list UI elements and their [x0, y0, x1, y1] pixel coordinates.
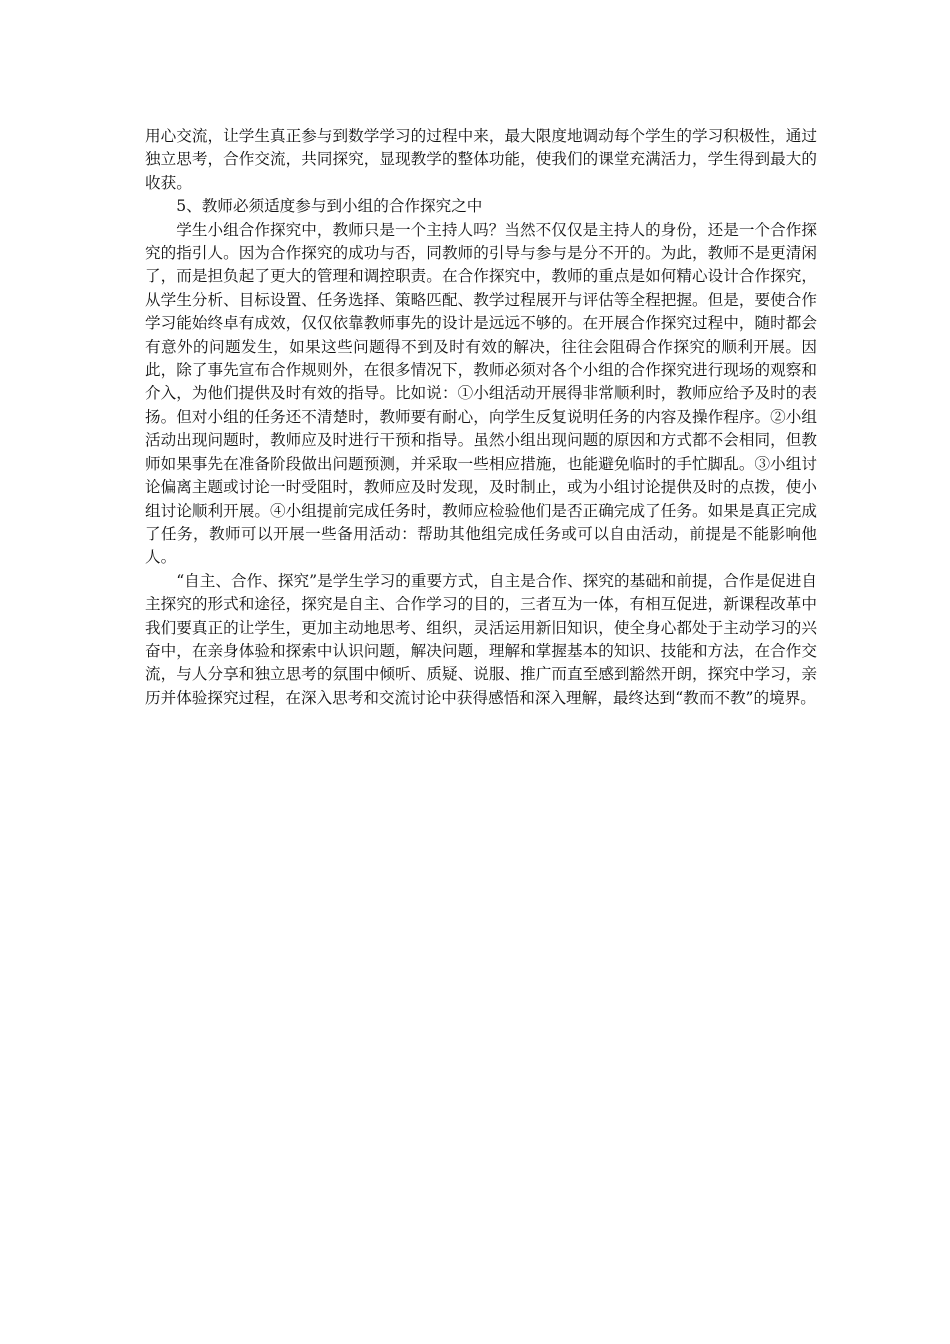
document-body [145, 125, 817, 710]
paragraph-continued: 用心交流，让学生真正参与到数学学习的过程中来，最大限度地调动每个学生的学习积极性，通过独立思考，合作交流，共同探究，显现教学的整体功能，使我们的课堂充满活力，学生得到最大的收获。 [145, 127, 817, 192]
paragraph-conclusion: “自主、合作、探究”是学生学习的重要方式，自主是合作、探究的基础和前提，合作是促进自主探究的形式和途径，探究是自主、合作学习的目的，三者互为一体，有相互促进，新课程改革中我们要真正的让学生，更加主动地思考、组织，灵活运用新旧知识，使全身心都处于主动学习的兴奋中，在亲身体验和探索中认识问题，解决问题，理解和掌握基本的知识、技能和方法，在合作交流，与人分享和独立思考的氛围中倾听、质疑、说服、推广而直至感到豁然开朗，探究中学习，亲历并体验探究过程，在深入思考和交流讨论中获得感悟和深入理解，最终达到“教而不教”的境界。 [145, 571, 817, 707]
paragraph-teacher-role: 学生小组合作探究中，教师只是一个主持人吗？当然不仅仅是主持人的身份，还是一个合作探究的指引人。因为合作探究的成功与否，同教师的引导与参与是分不开的。为此，教师不是更清闲了，而是担负起了更大的管理和调控职责。在合作探究中，教师的重点是如何精心设计合作探究，从学生分析、目标设置、任务选择、策略匹配、教学过程展开与评估等全程把握。但是，要使合作学习能始终卓有成效，仅仅依靠教师事先的设计是远远不够的。在开展合作探究过程中，随时都会有意外的问题发生，如果这些问题得不到及时有效的解决，往往会阻碍合作探究的顺利开展。因此，除了事先宣布合作规则外，在很多情况下，教师必须对各个小组的合作探究进行现场的观察和介入，为他们提供及时有效的指导。比如说：①小组活动开展得非常顺利时，教师应给予及时的表扬。但对小组的任务还不清楚时，教师要有耐心，向学生反复说明任务的内容及操作程序。②小组活动出现问题时，教师应及时进行干预和指导。虽然小组出现问题的原因和方式都不会相同，但教师如果事先在准备阶段做出问题预测，并采取一些相应措施，也能避免临时的手忙脚乱。③小组讨论偏离主题或讨论一时受阻时，教师应及时发现，及时制止，或为小组讨论提供及时的点拨，使小组讨论顺利开展。④小组提前完成任务时，教师应检验他们是否正确完成了任务。如果是真正完成了任务，教师可以开展一些备用活动：帮助其他组完成任务或可以自由活动，前提是不能影响他人。 [145, 220, 817, 567]
section-heading: 5、教师必须适度参与到小组的合作探究之中 [176, 197, 483, 216]
